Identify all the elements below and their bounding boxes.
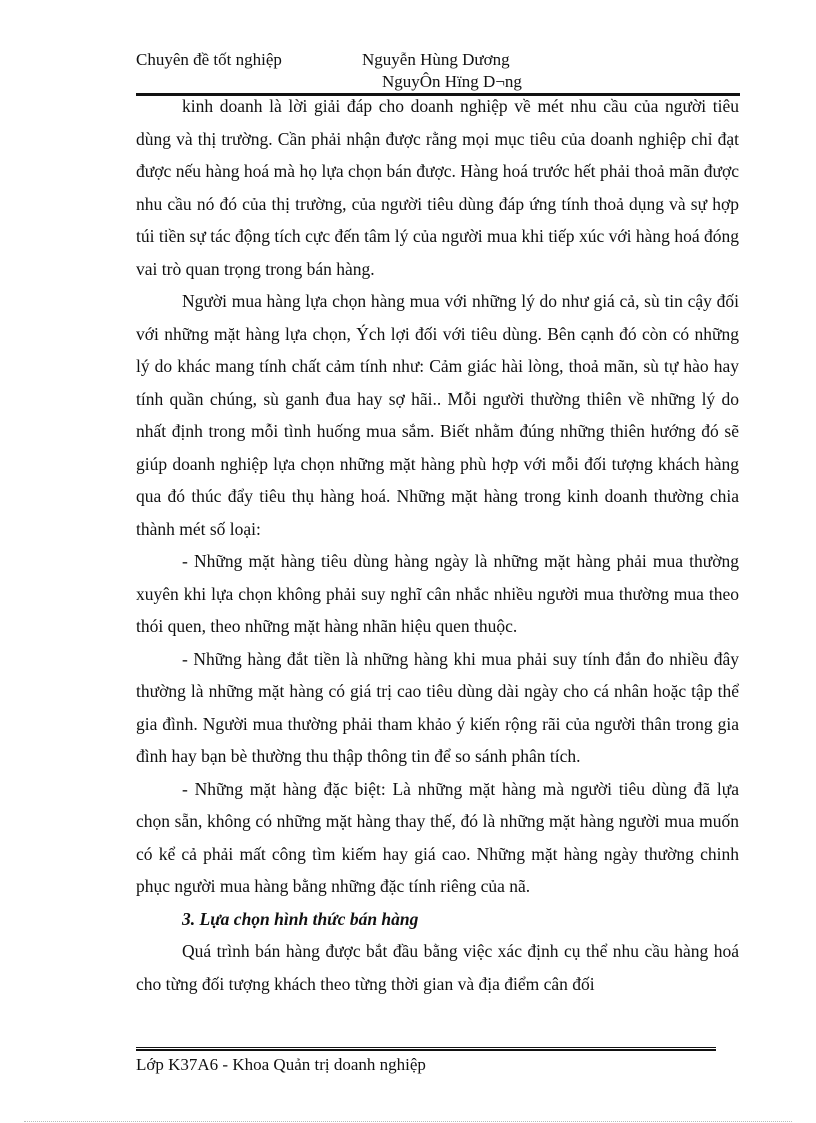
header-document-title: Chuyên đề tốt nghiệp bbox=[136, 50, 282, 69]
paragraph-buyer-reasons: Người mua hàng lựa chọn hàng mua với những lý do như giá cả, sù tin cậy đối với những mặt hàng lựa chọn, Ých lợi đối với tiêu dùng. Bên cạnh đó còn có những lý do khác mang tính chất cảm tính như: Cảm giác hài lòng, thoả mãn, sù tự hào hay tính quần chúng, sù ganh đua hay sợ hãi.. Mỗi người thường thiên về những lý do nhất định trong mỗi tình huống mua sắm. Biết nhằm đúng những thiên hướng đó sẽ giúp doanh nghiệp lựa chọn những mặt hàng phù hợp với mỗi đối tượng khách hàng qua đó thúc đẩy tiêu thụ hàng hoá. Những mặt hàng trong kinh doanh thường chia thành mét số loại: bbox=[136, 291, 739, 539]
page-bottom-edge bbox=[24, 1121, 792, 1122]
paragraph-continuation: kinh doanh là lời giải đáp cho doanh nghiệp về mét nhu cầu của người tiêu dùng và thị trường. Cần phải nhận được rằng mọi mục tiêu của doanh nghiệp chỉ đạt được nếu hàng hoá mà họ lựa chọn bán được. Hàng hoá trước hết phải thoả mãn được nhu cầu nó đó của thị trường, của người tiêu dùng đáp ứng tính thoả dụng và sự hợp túi tiền sự tác động tích cực đến tâm lý của người mua khi tiếp xúc với hàng hoá đóng vai trò quan trọng trong bán hàng. bbox=[136, 96, 739, 279]
header-author-name-garbled: NguyÔn Hïng D¬ng bbox=[382, 72, 522, 91]
paragraph-daily-goods: - Những mặt hàng tiêu dùng hàng ngày là những mặt hàng phải mua thường xuyên khi lựa chọn không phải suy nghĩ cân nhắc nhiều người mua thường mua theo thói quen, theo những mặt hàng nhãn hiệu quen thuộc. bbox=[136, 551, 739, 636]
page-body bbox=[136, 90, 739, 1000]
section-heading: 3. Lựa chọn hình thức bán hàng bbox=[182, 908, 419, 929]
footer-class-label: Lớp K37A6 - Khoa Quản trị doanh nghiệp bbox=[136, 1055, 426, 1074]
header-author-name: Nguyễn Hùng Dương bbox=[362, 50, 510, 69]
footer-rule bbox=[136, 1047, 716, 1051]
paragraph-special-goods: - Những mặt hàng đặc biệt: Là những mặt hàng mà người tiêu dùng đã lựa chọn sẵn, không có những mặt hàng thay thế, đó là những mặt hàng người mua muốn có kể cả phải mất công tìm kiếm hay giá cao. Những mặt hàng ngày thường chinh phục người mua hàng bằng những đặc tính riêng của nã. bbox=[136, 778, 739, 896]
paragraph-expensive-goods: - Những hàng đắt tiền là những hàng khi mua phải suy tính đắn đo nhiều đây thường là những mặt hàng có giá trị cao tiêu dùng dài ngày cho cá nhân hoặc tập thể gia đình. Người mua thường phải tham khảo ý kiến rộng rãi của người thân trong gia đình hay bạn bè thường thu thập thông tin để so sánh phân tích. bbox=[136, 648, 739, 766]
paragraph-sales-process: Quá trình bán hàng được bắt đầu bằng việc xác định cụ thể nhu cầu hàng hoá cho từng đối tượng khách theo từng thời gian và địa điểm cân đối bbox=[136, 941, 739, 994]
